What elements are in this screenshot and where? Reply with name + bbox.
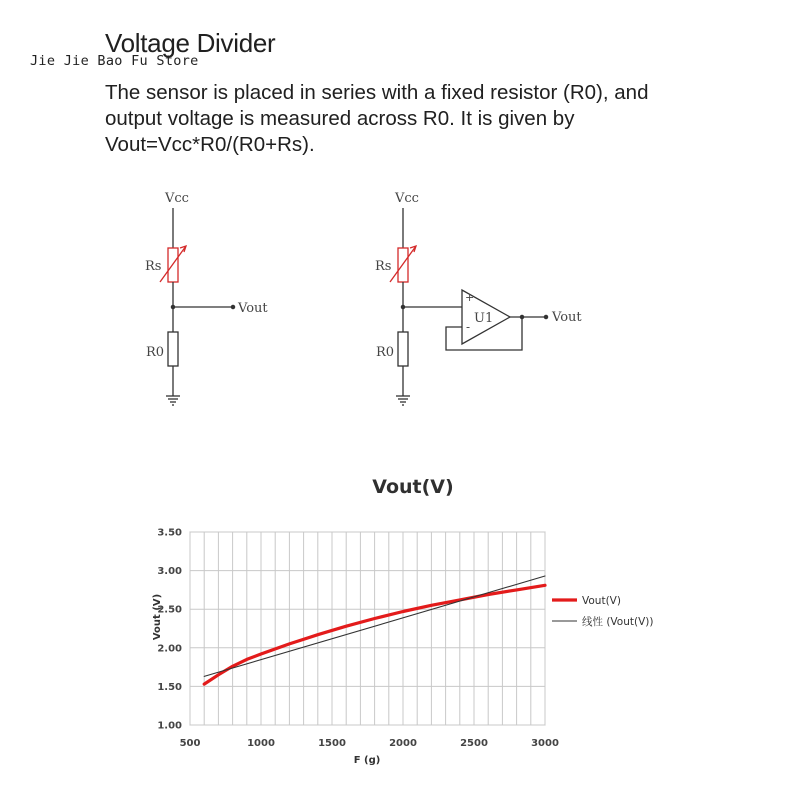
chart-title: Vout(V) — [372, 476, 454, 498]
y-tick-label: 1.50 — [157, 681, 182, 693]
chart-legend — [552, 595, 653, 628]
x-axis-label: F (g) — [353, 755, 381, 766]
r0-label: R0 — [146, 345, 165, 360]
vout-label: Vout — [552, 310, 582, 325]
x-tick-label: 500 — [179, 738, 201, 749]
description — [105, 80, 705, 158]
rs-label: Rs — [145, 259, 162, 274]
page-title: Voltage Divider — [105, 28, 276, 58]
output-node-icon — [231, 305, 234, 308]
x-tick-label: 3000 — [531, 738, 559, 749]
r0-label: R0 — [376, 345, 395, 360]
vcc-label: Vcc — [165, 191, 189, 206]
output-node-icon — [544, 315, 547, 318]
vout-label: Vout — [238, 301, 268, 316]
description-line: output voltage is measured across R0. It is given by — [105, 107, 575, 130]
y-tick-label: 1.00 — [157, 720, 182, 732]
circuit-left — [160, 208, 235, 405]
y-tick-label: 3.50 — [157, 527, 182, 539]
vcc-label: Vcc — [395, 191, 419, 206]
y-tick-label: 2.50 — [157, 604, 182, 616]
x-tick-label: 2000 — [389, 738, 417, 749]
fixed-resistor — [398, 332, 408, 366]
x-tick-label: 1000 — [247, 738, 275, 749]
opamp-minus-label: - — [466, 320, 471, 334]
store-watermark: Jie Jie Bao Fu Store — [30, 53, 199, 69]
x-tick-label: 2500 — [460, 738, 488, 749]
line-chart — [0, 510, 800, 775]
x-tick-label: 1500 — [318, 738, 346, 749]
rs-label: Rs — [375, 259, 392, 274]
y-axis-label: Vout (V) — [152, 593, 163, 641]
y-tick-label: 2.00 — [157, 643, 182, 655]
description-line: The sensor is placed in series with a fixed resistor (R0), and — [105, 81, 649, 104]
ground-icon — [396, 396, 410, 405]
circuit-right — [390, 208, 548, 405]
legend-label: Vout(V) — [582, 595, 621, 607]
fixed-resistor — [168, 332, 178, 366]
ground-icon — [166, 396, 180, 405]
opamp-plus-label: + — [465, 291, 475, 304]
y-tick-label: 3.00 — [157, 566, 182, 578]
circuit-schematics — [0, 170, 800, 420]
description-line: Vout=Vcc*R0/(R0+Rs). — [105, 133, 315, 156]
opamp-label: U1 — [474, 311, 494, 326]
legend-label: 线性 (Vout(V)) — [582, 616, 654, 628]
